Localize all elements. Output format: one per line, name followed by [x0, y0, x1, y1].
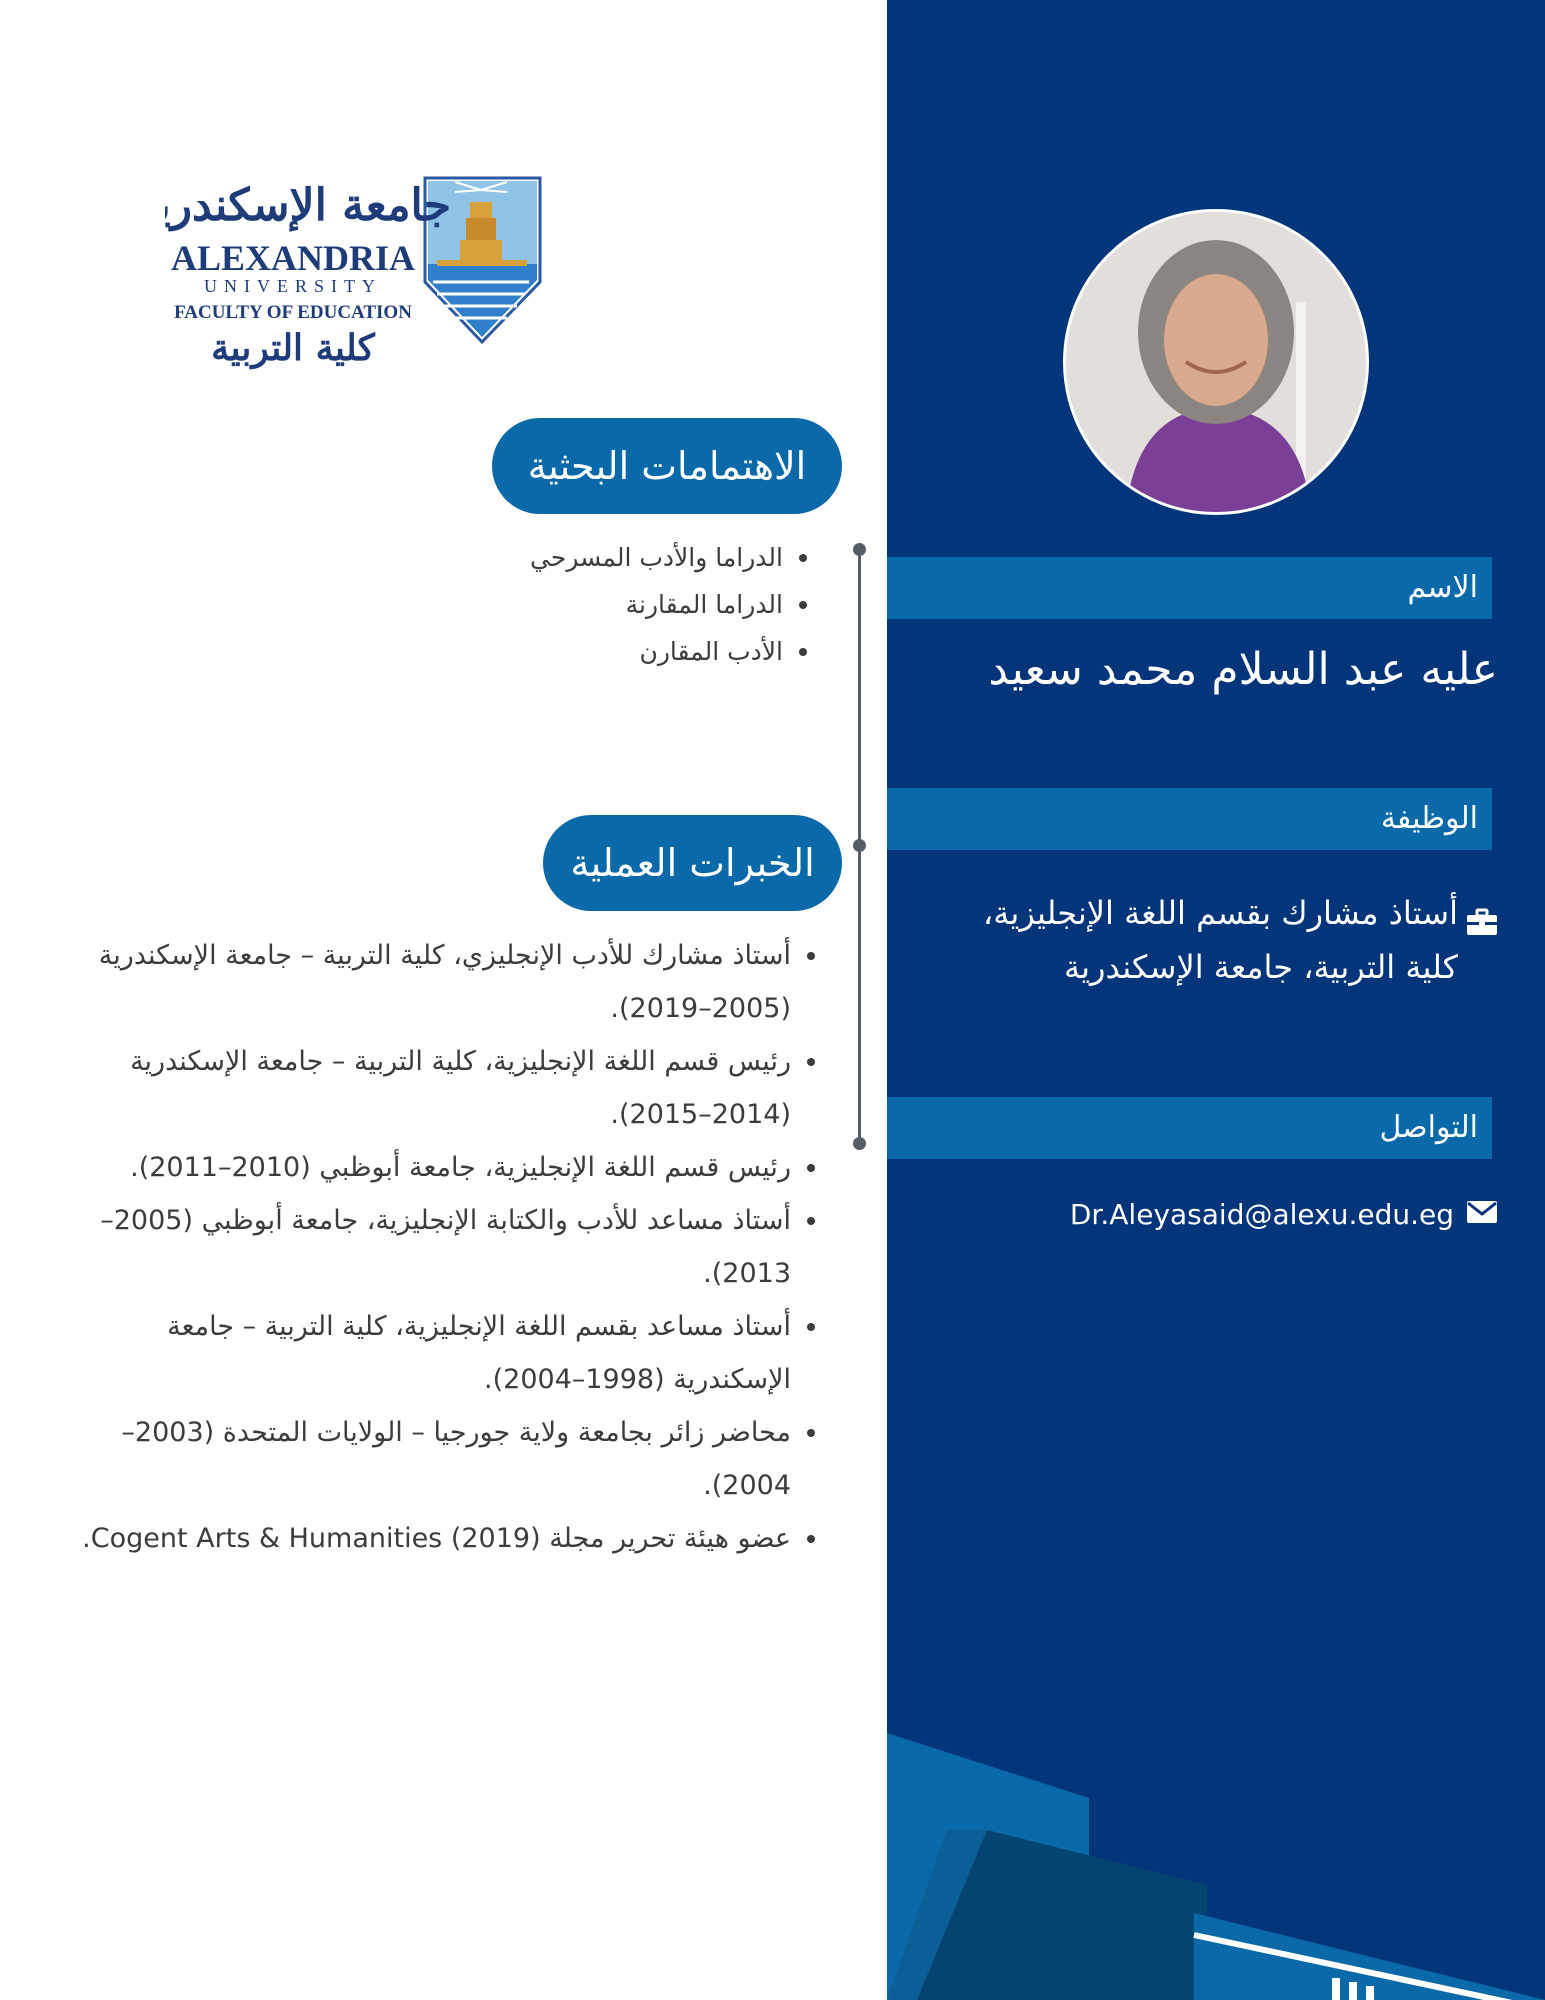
timeline-dot: [853, 1137, 866, 1150]
logo-english-faculty: FACULTY OF EDUCATION: [174, 302, 412, 323]
profile-photo: [1063, 209, 1369, 515]
job-title-row: [938, 886, 1498, 994]
timeline-dot: [853, 543, 866, 556]
job-title: أستاذ مشارك بقسم اللغة الإنجليزية، كلية التربية، جامعة الإسكندرية: [982, 894, 1458, 986]
list-item: عضو هيئة تحرير مجلة Cogent Arts & Humanities (2019).: [51, 1512, 791, 1565]
job-label: الوظيفة: [887, 788, 1492, 850]
list-item: الدراما والأدب المسرحي: [530, 534, 783, 581]
list-item: الدراما المقارنة: [530, 581, 783, 628]
email-row[interactable]: [1070, 1198, 1498, 1231]
timeline-dot: [853, 839, 866, 852]
logo-english-sub: UNIVERSITY: [204, 276, 382, 296]
person-name: عليه عبد السلام محمد سعيد: [988, 644, 1498, 695]
briefcase-icon: [1458, 886, 1498, 994]
email-address[interactable]: Dr.Aleyasaid@alexu.edu.eg: [1069, 1198, 1454, 1231]
list-item: رئيس قسم اللغة الإنجليزية، كلية التربية – جامعة الإسكندرية (2014–2015).: [51, 1035, 791, 1141]
experience-heading: الخبرات العملية: [543, 815, 842, 911]
list-item: الأدب المقارن: [530, 628, 783, 675]
contact-label: التواصل: [887, 1097, 1492, 1159]
list-item: رئيس قسم اللغة الإنجليزية، جامعة أبوظبي (2010–2011).: [51, 1141, 791, 1194]
logo-english-university: ALEXANDRIA: [170, 238, 416, 278]
envelope-icon: [1466, 1198, 1498, 1231]
list-item: أستاذ مشارك للأدب الإنجليزي، كلية التربية – جامعة الإسكندرية (2005–2019).: [51, 929, 791, 1035]
logo-arabic-university: جامعة الإسكندرية: [165, 180, 452, 231]
list-item: أستاذ مساعد للأدب والكتابة الإنجليزية، جامعة أبوظبي (2005–2013).: [51, 1194, 791, 1300]
research-interests-list: [530, 534, 783, 675]
list-item: محاضر زائر بجامعة ولاية جورجيا – الولايات المتحدة (2003–2004).: [51, 1406, 791, 1512]
list-item: أستاذ مساعد بقسم اللغة الإنجليزية، كلية التربية – جامعة الإسكندرية (1998–2004).: [51, 1300, 791, 1406]
research-interests-heading: الاهتمامات البحثية: [492, 418, 842, 514]
experience-list: [51, 929, 791, 1565]
logo-arabic-faculty: كلية التربية: [211, 327, 375, 369]
sidebar: [887, 0, 1545, 2000]
name-label: الاسم: [887, 557, 1492, 619]
university-logo: [165, 172, 543, 372]
